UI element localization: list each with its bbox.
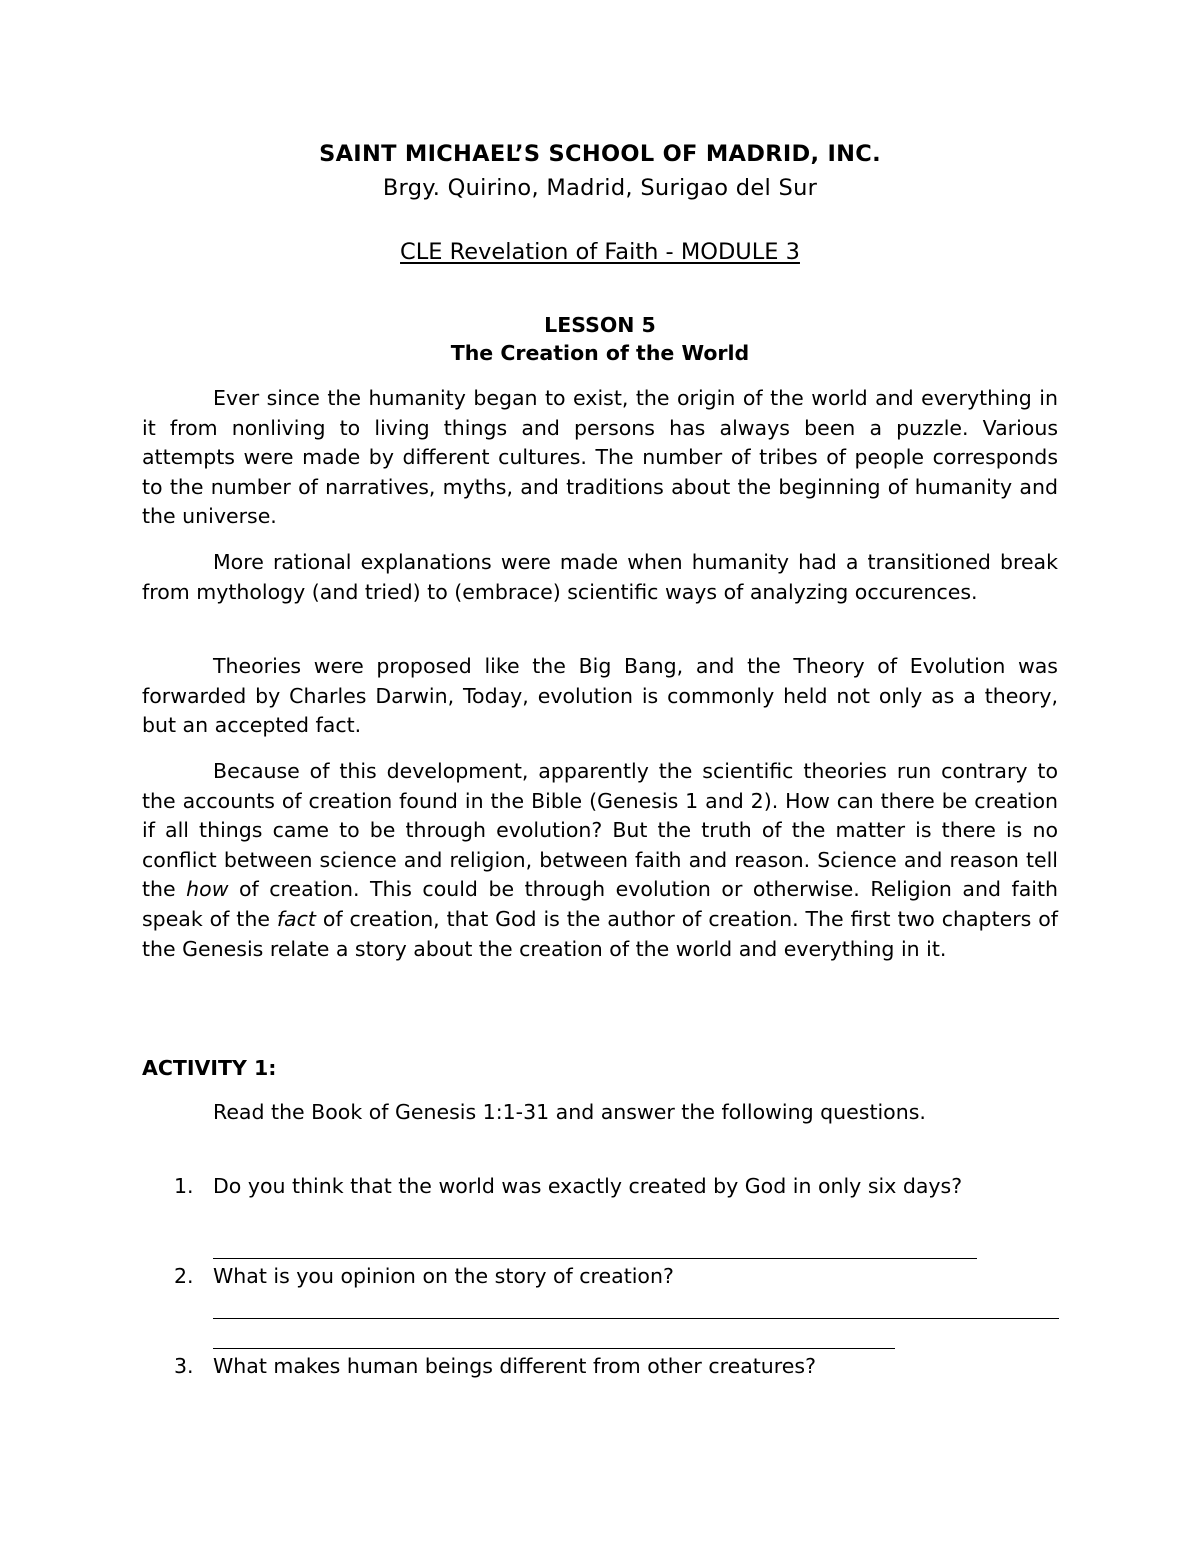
lesson-title: The Creation of the World — [450, 341, 750, 365]
question-number: 2. — [174, 1264, 194, 1288]
question-2 — [142, 1262, 1058, 1292]
paragraph-4 — [142, 757, 1058, 964]
module-title — [142, 239, 1058, 265]
paragraph-1: Ever since the humanity began to exist, the origin of the world and everything in it from nonliving to living things and persons has always been a puzzle. Various attempts were made by different cultures. The number of tribes of people corresponds to the number of narratives, myths, and traditions about the beginning of humanity and the universe. — [142, 386, 1058, 529]
school-name: SAINT MICHAEL’S SCHOOL OF MADRID, INC. — [319, 141, 881, 167]
question-text: Do you think that the world was exactly created by God in only six days? — [213, 1174, 963, 1198]
school-address: Brgy. Quirino, Madrid, Surigao del Sur — [382, 175, 818, 201]
paragraph-4-part-2: of creation. This could be through evolution or otherwise. Religion and faith speak of the — [142, 877, 1058, 931]
question-3 — [142, 1352, 1058, 1382]
paragraph-4-part-1: Because of this development, apparently the scientific theories run contrary to the accounts of creation found in the Bible (Genesis 1 and 2). How can there be creation if all things came to be through evolution? But the truth of the matter is there is no conflict between science and religion, between faith and reason. Science and reason tell the — [142, 759, 1058, 902]
module-title-text: CLE Revelation of Faith - MODULE 3 — [400, 239, 800, 265]
paragraph-3: Theories were proposed like the Big Bang, and the Theory of Evolution was forwarded by Charles Darwin, Today, evolution is commonly held not only as a theory, but an accepted fact. — [142, 654, 1058, 738]
question-text: What makes human beings different from other creatures? — [213, 1354, 816, 1378]
question-text: What is you opinion on the story of creation? — [213, 1264, 674, 1288]
paragraph-2: More rational explanations were made when humanity had a transitioned break from mythology (and tried) to (embrace) scientific ways of analyzing occurences. — [142, 550, 1058, 604]
lesson-number: LESSON 5 — [544, 313, 656, 337]
answer-line[interactable] — [213, 1348, 895, 1349]
emphasis-how: how — [186, 877, 229, 902]
activity-title: ACTIVITY 1: — [142, 1056, 277, 1080]
answer-line[interactable] — [213, 1258, 977, 1259]
activity-instruction: Read the Book of Genesis 1:1-31 and answer the following questions. — [213, 1100, 926, 1124]
emphasis-fact: fact — [276, 906, 316, 931]
answer-line[interactable] — [213, 1318, 1059, 1319]
question-number: 1. — [174, 1174, 194, 1198]
paragraph-4-part-3: of creation, that God is the author of creation. The first two chapters of the Genesis relate a story about the creation of the world and everything in it. — [142, 906, 1058, 961]
question-1 — [142, 1172, 1058, 1202]
question-number: 3. — [174, 1354, 194, 1378]
